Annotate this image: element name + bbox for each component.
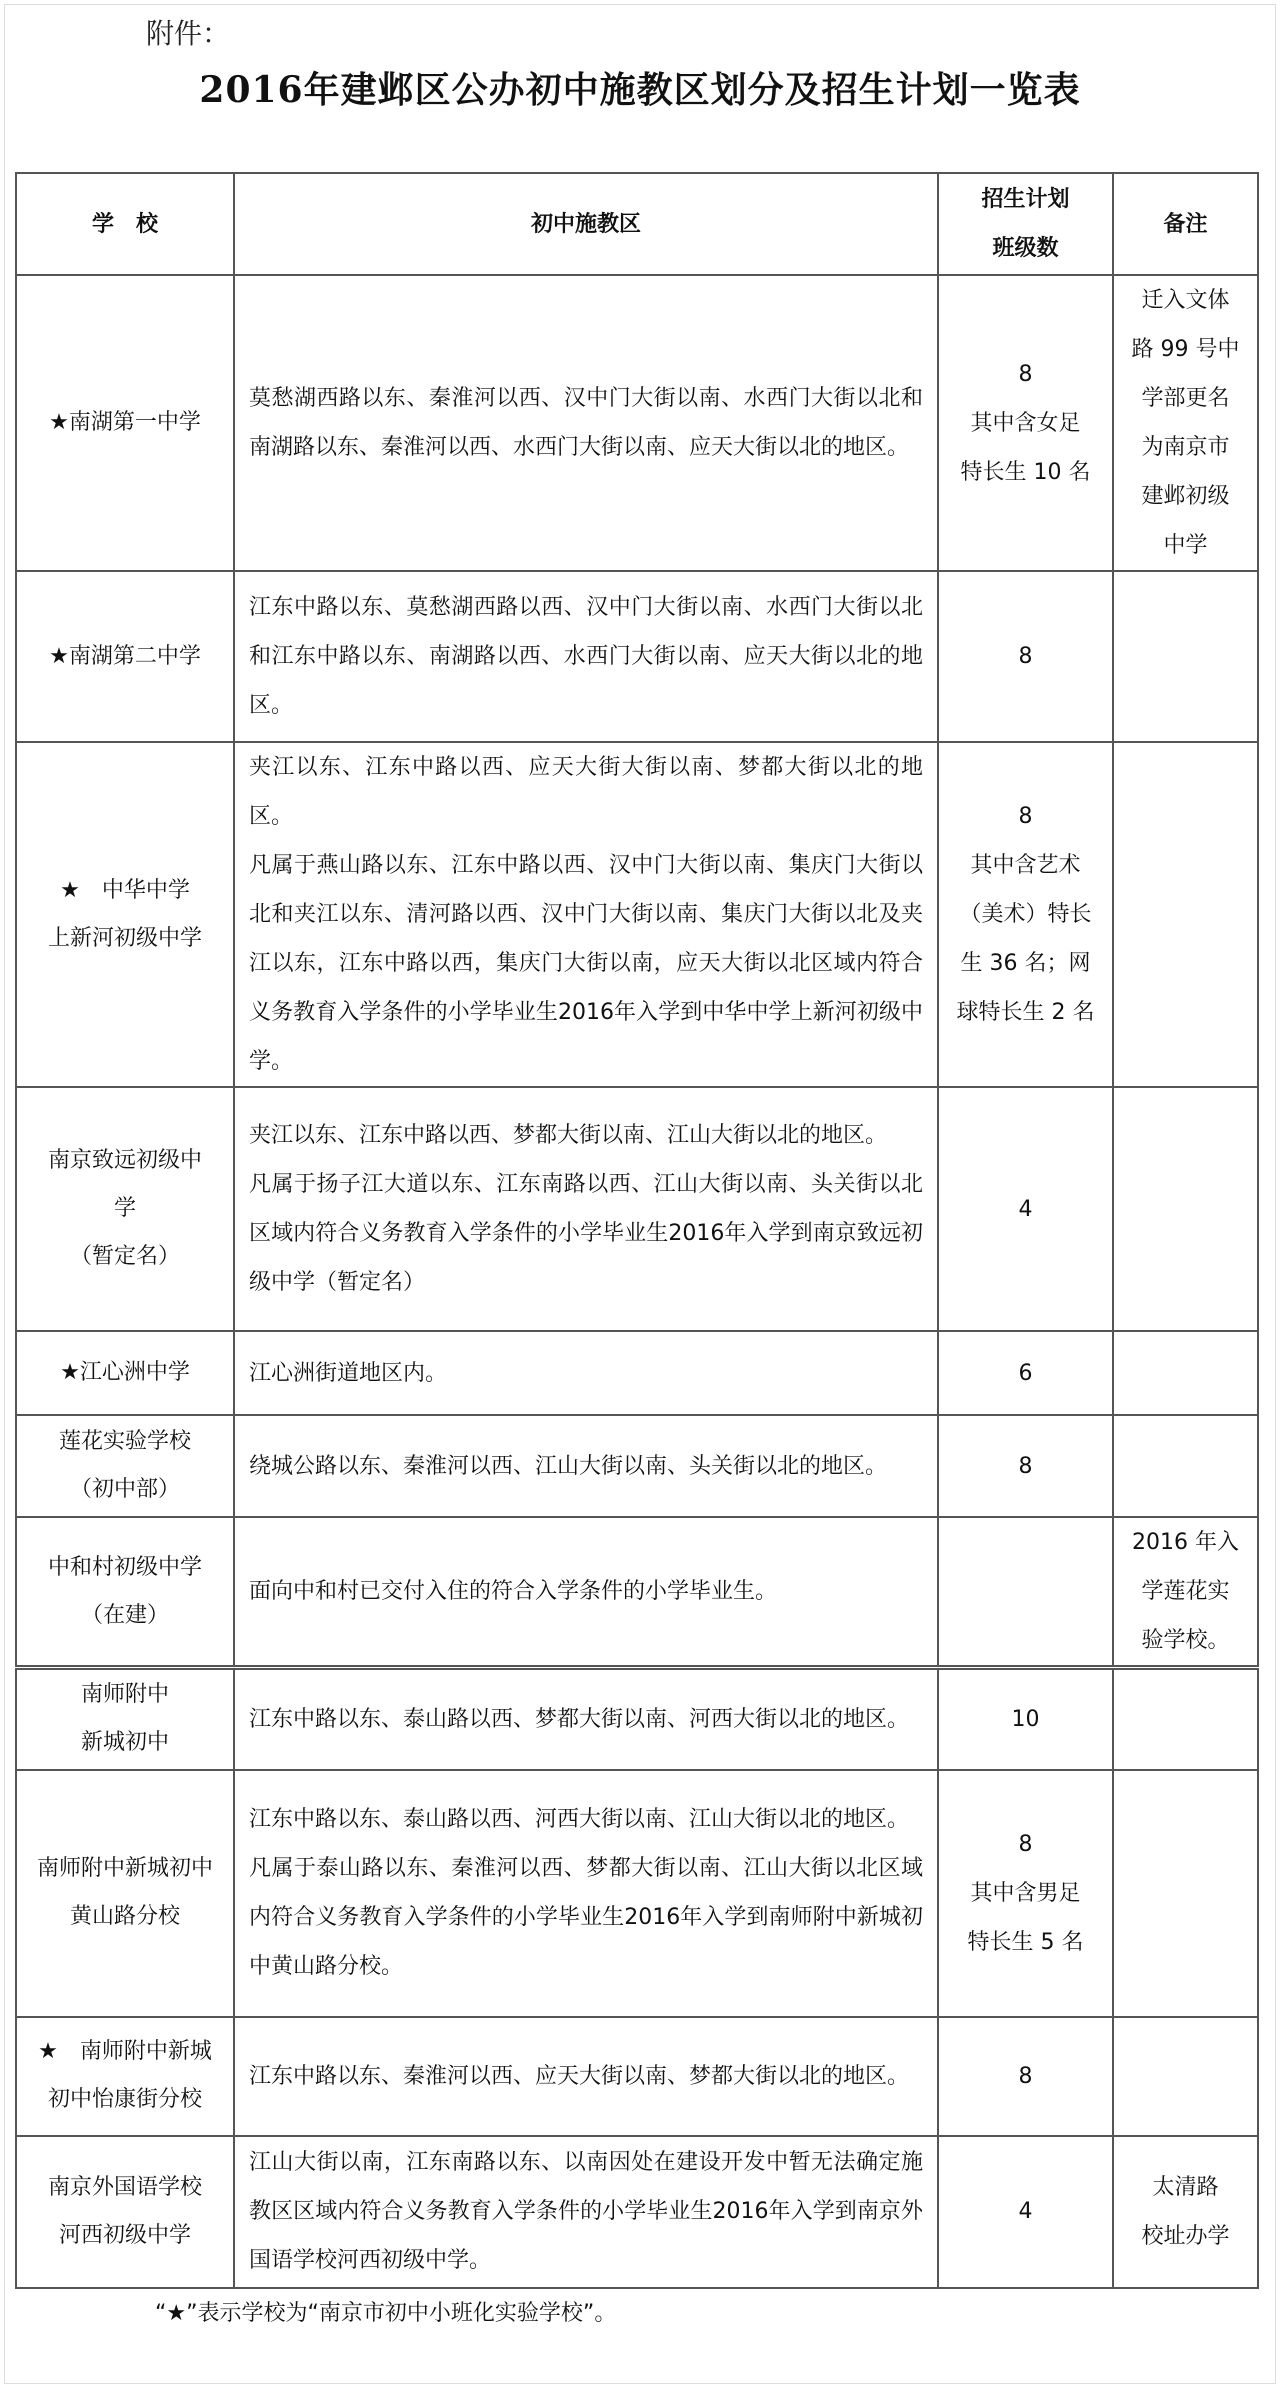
table-row	[16, 2017, 1258, 2136]
note-cell-text: 太清路	[1152, 2174, 1219, 2200]
school-cell	[16, 1087, 234, 1331]
table-row	[16, 1517, 1258, 1668]
note-cell	[1113, 2017, 1258, 2136]
table-row	[16, 571, 1258, 742]
note-cell-text: 建邺初级	[1141, 484, 1230, 509]
plan-cell-text: 8	[1018, 2063, 1033, 2089]
plan-cell	[938, 1770, 1113, 2017]
area-cell-text: 凡属于泰山路以东、秦淮河以西、梦都大街以南、江山大街以北区域内符合义务教育入学条件的小学毕业生2016年入学到南师附中新城初中黄山路分校。	[249, 1856, 923, 1979]
area-cell	[234, 1415, 938, 1517]
plan-cell-text: 8	[1018, 361, 1033, 387]
area-cell	[234, 2136, 938, 2288]
school-cell-text: 上新河初级中学	[47, 925, 202, 951]
area-cell	[234, 571, 938, 742]
header-plan	[938, 173, 1113, 275]
school-cell-text: 中和村初级中学	[47, 1554, 202, 1580]
table-row	[16, 742, 1258, 1087]
plan-cell	[938, 2017, 1113, 2136]
area-cell	[234, 1331, 938, 1415]
document-title: 2016年建邺区公办初中施教区划分及招生计划一览表	[199, 69, 1081, 111]
table-header-row	[16, 173, 1258, 275]
school-cell-text: （在建）	[80, 1602, 169, 1628]
school-cell-text: ★南湖第一中学	[49, 410, 201, 435]
school-cell-text: 新城初中	[80, 1730, 169, 1756]
table-row	[16, 275, 1258, 571]
note-cell	[1113, 1415, 1258, 1517]
plan-cell	[938, 275, 1113, 571]
note-cell-text: 2016 年入	[1132, 1530, 1239, 1555]
school-cell	[16, 1668, 234, 1770]
school-cell-text: 莲花实验学校	[58, 1429, 191, 1454]
footnote: “★”表示学校为“南京市初中小班化实验学校”。	[155, 2301, 617, 2326]
plan-cell	[938, 571, 1113, 742]
plan-cell	[938, 1087, 1113, 1331]
area-cell-text: 莫愁湖西路以东、秦淮河以西、汉中门大街以南、水西门大街以北和南湖路以东、秦淮河以西、水西门大街以南、应天大街以北的地区。	[249, 386, 923, 460]
note-cell	[1113, 742, 1258, 1087]
plan-cell-text: 生 36 名；网	[960, 951, 1091, 976]
area-cell-text: 绕城公路以东、秦淮河以西、江山大街以南、头关街以北的地区。	[249, 1453, 888, 1479]
plan-cell-text: 6	[1018, 1360, 1033, 1386]
header-school: 学 校	[16, 173, 234, 275]
table-row	[16, 1668, 1258, 1770]
area-cell	[234, 1668, 938, 1770]
plan-cell-text: 特长生 10 名	[960, 459, 1091, 485]
plan-cell-text: 4	[1018, 2199, 1033, 2224]
plan-cell	[938, 1331, 1113, 1415]
area-cell-text: 江心洲街道地区内。	[249, 1360, 448, 1386]
school-cell-text: 河西初级中学	[58, 2222, 191, 2248]
school-cell-text: 南京致远初级中	[47, 1148, 202, 1173]
area-cell	[234, 275, 938, 571]
school-cell-text: 初中怡康街分校	[47, 2087, 202, 2112]
area-cell-text: 江东中路以东、莫愁湖西路以西、汉中门大街以南、水西门大街以北和江东中路以东、南湖路以西、水西门大街以南、应天大街以北的地区。	[249, 595, 923, 718]
note-cell-text: 中学	[1163, 533, 1208, 558]
plan-cell-text: 其中含女足	[970, 410, 1081, 436]
header-note: 备注	[1113, 173, 1258, 275]
table-row	[16, 1087, 1258, 1331]
plan-cell-text: 其中含艺术	[970, 853, 1081, 878]
enrollment-table	[15, 172, 1259, 2289]
note-cell	[1113, 1087, 1258, 1331]
header-plan-line2: 班级数	[992, 236, 1059, 261]
note-cell	[1113, 1331, 1258, 1415]
plan-cell-text: 其中含男足	[970, 1880, 1081, 1906]
note-cell	[1113, 1668, 1258, 1770]
table-row	[16, 2136, 1258, 2288]
area-cell	[234, 1087, 938, 1331]
area-cell-text: 江东中路以东、泰山路以西、梦都大街以南、河西大街以北的地区。	[249, 1706, 910, 1732]
school-cell-text: （暂定名）	[69, 1244, 180, 1269]
note-cell	[1113, 1770, 1258, 2017]
note-cell-text: 学莲花实	[1141, 1579, 1230, 1604]
note-cell-text: 迁入文体	[1141, 288, 1230, 313]
plan-cell	[938, 1415, 1113, 1517]
area-cell	[234, 2017, 938, 2136]
area-cell-text: 江东中路以东、秦淮河以西、应天大街以南、梦都大街以北的地区。	[249, 2063, 910, 2089]
plan-cell-text: 8	[1018, 1831, 1033, 1857]
school-cell-text: ★南湖第二中学	[49, 643, 201, 669]
school-cell-text: （初中部）	[69, 1477, 180, 1502]
plan-cell-text: 4	[1018, 1196, 1033, 1222]
note-cell	[1113, 275, 1258, 571]
note-cell-text: 校址办学	[1141, 2223, 1230, 2249]
plan-cell-text: 8	[1018, 644, 1033, 669]
school-cell	[16, 1517, 234, 1668]
school-cell	[16, 571, 234, 742]
plan-cell	[938, 2136, 1113, 2288]
header-area: 初中施教区	[234, 173, 938, 275]
plan-cell-text: 10	[1011, 1706, 1040, 1732]
note-cell-text: 路 99 号中	[1131, 337, 1240, 362]
school-cell-text: 学	[113, 1196, 136, 1221]
area-cell-text: 夹江以东、江东中路以西、应天大街大街以南、梦都大街以北的地区。	[249, 755, 923, 829]
table-row	[16, 1331, 1258, 1415]
plan-cell-text: （美术）特长	[959, 902, 1092, 927]
school-cell-text: 南师附中	[80, 1682, 169, 1708]
area-cell-text: 面向中和村已交付入住的符合入学条件的小学毕业生。	[249, 1579, 778, 1604]
school-cell-text: ★ 中华中学	[60, 877, 190, 903]
school-cell	[16, 1331, 234, 1415]
school-cell	[16, 2017, 234, 2136]
note-cell	[1113, 1517, 1258, 1668]
area-cell	[234, 1517, 938, 1668]
note-cell	[1113, 571, 1258, 742]
note-cell	[1113, 2136, 1258, 2288]
school-cell-text: ★江心洲中学	[60, 1360, 190, 1385]
note-cell-text: 为南京市	[1141, 435, 1230, 460]
school-cell	[16, 742, 234, 1087]
school-cell-text: 黄山路分校	[69, 1904, 180, 1929]
area-cell	[234, 1770, 938, 2017]
note-cell-text: 学部更名	[1141, 386, 1230, 411]
school-cell	[16, 275, 234, 571]
table-row	[16, 1770, 1258, 2017]
school-cell	[16, 1415, 234, 1517]
plan-cell-text: 球特长生 2 名	[956, 1000, 1095, 1025]
plan-cell	[938, 1517, 1113, 1668]
area-cell-text: 江东中路以东、泰山路以西、河西大街以南、江山大街以北的地区。	[249, 1807, 910, 1832]
plan-cell-text: 8	[1018, 1453, 1033, 1479]
note-cell-text: 验学校。	[1141, 1628, 1230, 1653]
school-cell	[16, 1770, 234, 2017]
school-cell	[16, 2136, 234, 2288]
area-cell-text: 江山大街以南，江东南路以东、以南因处在建设开发中暂无法确定施教区区域内符合义务教育入学条件的小学毕业生2016年入学到南京外国语学校河西初级中学。	[249, 2150, 923, 2273]
attachment-label: 附件：	[146, 17, 231, 50]
area-cell	[234, 742, 938, 1087]
header-plan-line1: 招生计划	[981, 187, 1070, 212]
school-cell-text: 南京外国语学校	[47, 2174, 202, 2200]
school-cell-text: 南师附中新城初中	[36, 1856, 213, 1881]
area-cell-text: 凡属于扬子江大道以东、江东南路以西、江山大街以南、头关街以北区域内符合义务教育入学条件的小学毕业生2016年入学到南京致远初级中学（暂定名）	[249, 1172, 923, 1295]
plan-cell	[938, 1668, 1113, 1770]
plan-cell	[938, 742, 1113, 1087]
table-row	[16, 1415, 1258, 1517]
area-cell-text: 凡属于燕山路以东、江东中路以西、汉中门大街以南、集庆门大街以北和夹江以东、清河路以西、汉中门大街以南、集庆门大街以北及夹江以东，江东中路以西，集庆门大街以南，应天大街以北区域内符合义务教育入学条件的小学毕业生2016年入学到中华中学上新河初级中学。	[249, 853, 923, 1074]
school-cell-text: ★ 南师附中新城	[38, 2039, 212, 2064]
plan-cell-text: 特长生 5 名	[967, 1929, 1084, 1955]
area-cell-text: 夹江以东、江东中路以西、梦都大街以南、江山大街以北的地区。	[249, 1123, 888, 1148]
plan-cell-text: 8	[1018, 804, 1033, 829]
